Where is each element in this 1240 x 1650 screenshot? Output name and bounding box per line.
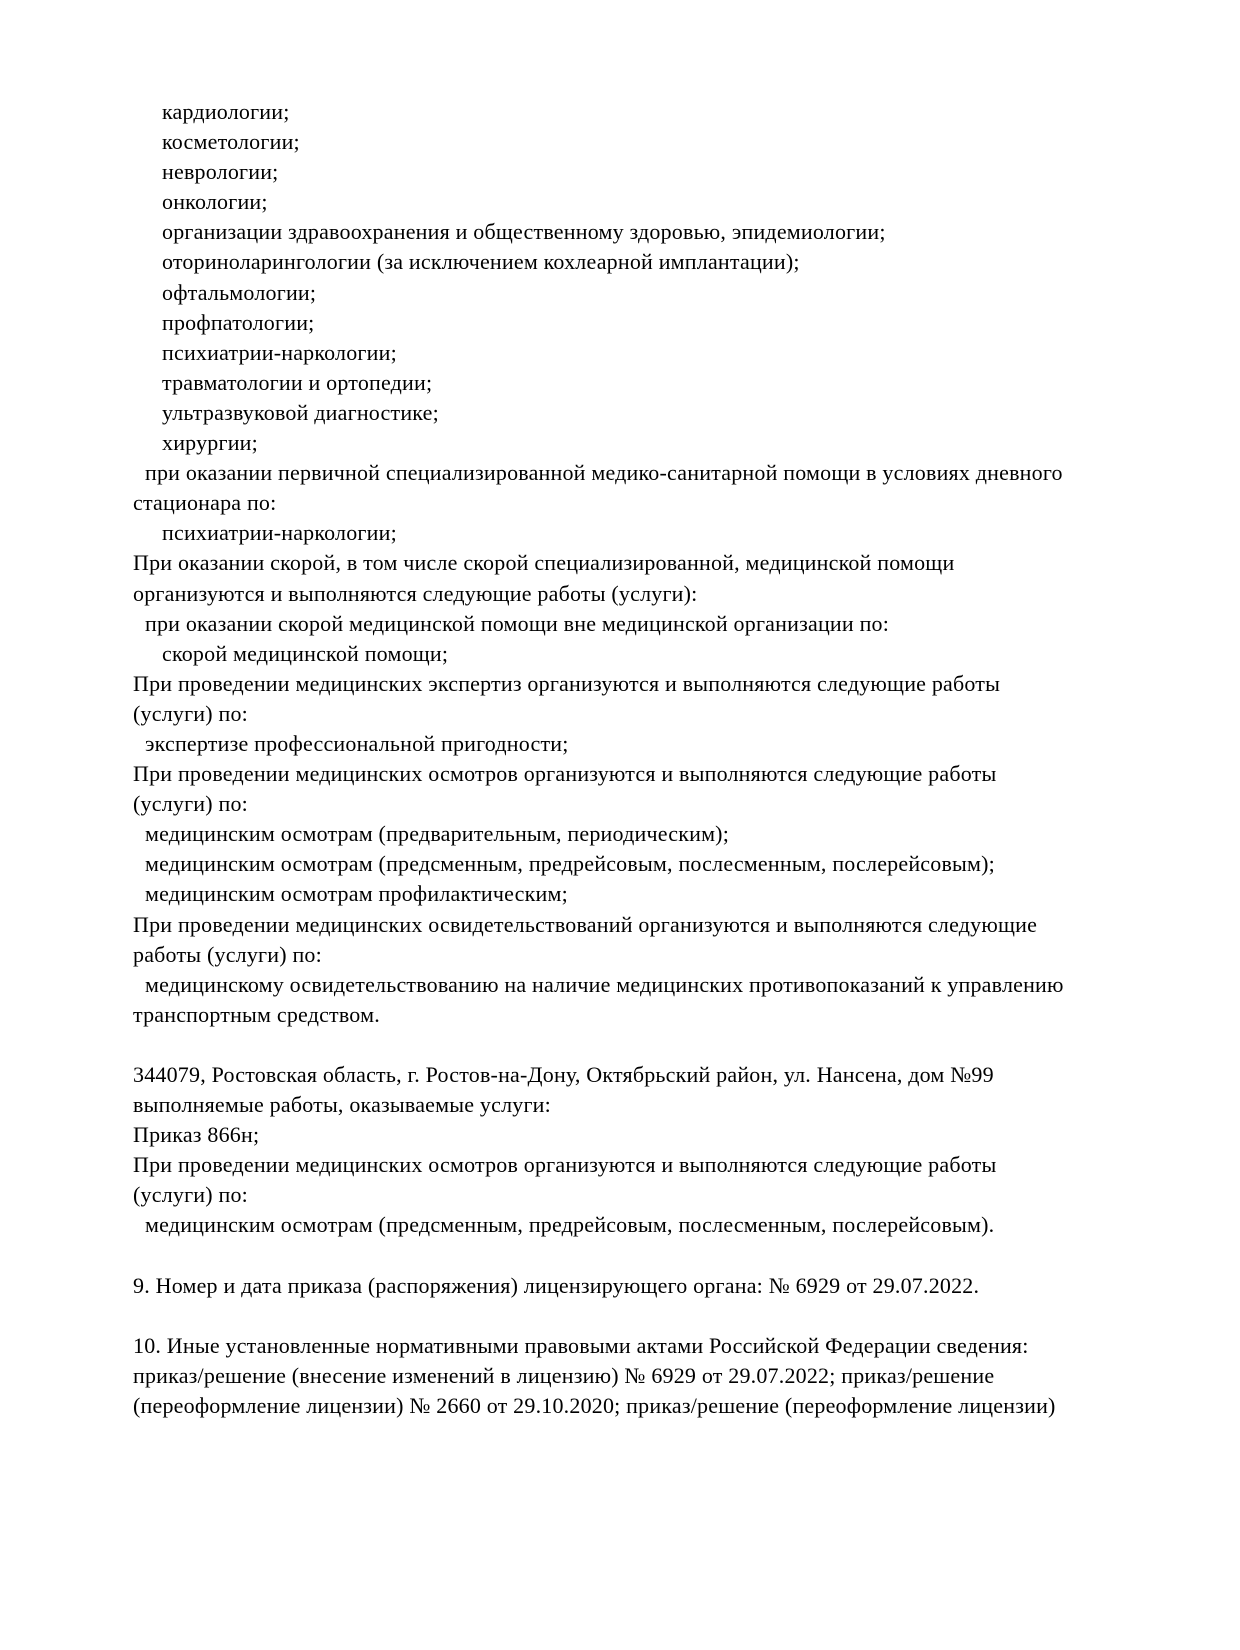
document-line: Приказ 866н; [133, 1122, 260, 1148]
document-line: организуются и выполняются следующие работы (услуги): [133, 580, 698, 606]
document-line: стационара по: [133, 490, 277, 516]
document-line: транспортным средством. [133, 1001, 380, 1027]
document-line: медицинским осмотрам профилактическим; [145, 881, 568, 907]
document-line: профпатологии; [162, 309, 315, 335]
document-line: психиатрии-наркологии; [162, 520, 397, 546]
document-line: медицинским осмотрам (предсменным, предрейсовым, послесменным, послерейсовым). [145, 1212, 995, 1238]
document-line: офтальмологии; [162, 279, 317, 305]
document-line: медицинским осмотрам (предварительным, периодическим); [145, 821, 730, 847]
document-body [133, 97, 1130, 1421]
document-line: 10. Иные установленные нормативными правовыми актами Российской Федерации сведения: [133, 1332, 1029, 1358]
document-line: (услуги) по: [133, 791, 248, 817]
document-line: косметологии; [162, 129, 300, 155]
document-line: При проведении медицинских освидетельствований организуются и выполняются следующие [133, 911, 1038, 937]
document-line: (услуги) по: [133, 700, 248, 726]
document-line: экспертизе профессиональной пригодности; [145, 730, 569, 756]
document-line [133, 1030, 1130, 1060]
document-line: хирургии; [162, 430, 258, 456]
document-line: 9. Номер и дата приказа (распоряжения) лицензирующего органа: № 6929 от 29.07.2022. [133, 1272, 980, 1298]
document-line: При проведении медицинских экспертиз организуются и выполняются следующие работы [133, 670, 1001, 696]
document-line: медицинскому освидетельствованию на наличие медицинских противопоказаний к управлению [145, 971, 1064, 997]
document-line: медицинским осмотрам (предсменным, предрейсовым, послесменным, послерейсовым); [145, 851, 995, 877]
document-line: (услуги) по: [133, 1182, 248, 1208]
document-line: неврологии; [162, 159, 279, 185]
document-line: кардиологии; [162, 99, 290, 124]
document-line: при оказании первичной специализированной медико-санитарной помощи в условиях дневного [145, 460, 1063, 486]
document-line: психиатрии-наркологии; [162, 339, 397, 365]
document-line: 344079, Ростовская область, г. Ростов-на-Дону, Октябрьский район, ул. Нансена, дом №99 [133, 1062, 994, 1087]
document-line: выполняемые работы, оказываемые услуги: [133, 1092, 551, 1118]
document-line: организации здравоохранения и общественному здоровью, эпидемиологии; [162, 219, 886, 245]
document-line: работы (услуги) по: [133, 941, 322, 967]
document-line: скорой медицинской помощи; [162, 640, 449, 666]
document-line [133, 1301, 1130, 1331]
document-line: оториноларингологии (за исключением кохлеарной имплантации); [162, 249, 800, 275]
document-line: При проведении медицинских осмотров организуются и выполняются следующие работы [133, 761, 997, 787]
document-line: (переоформление лицензии) № 2660 от 29.10.2020; приказ/решение (переоформление лицензии) [133, 1393, 1056, 1419]
document-line: При проведении медицинских осмотров организуются и выполняются следующие работы [133, 1152, 997, 1178]
document-line [133, 1241, 1130, 1271]
document-line: приказ/решение (внесение изменений в лицензию) № 6929 от 29.07.2022; приказ/решение [133, 1362, 995, 1388]
document-line: При оказании скорой, в том числе скорой специализированной, медицинской помощи [133, 550, 955, 576]
document-line: онкологии; [162, 189, 268, 215]
document-line: ультразвуковой диагностике; [162, 399, 439, 425]
document-line: при оказании скорой медицинской помощи вне медицинской организации по: [145, 610, 890, 636]
document-line: травматологии и ортопедии; [162, 369, 433, 395]
